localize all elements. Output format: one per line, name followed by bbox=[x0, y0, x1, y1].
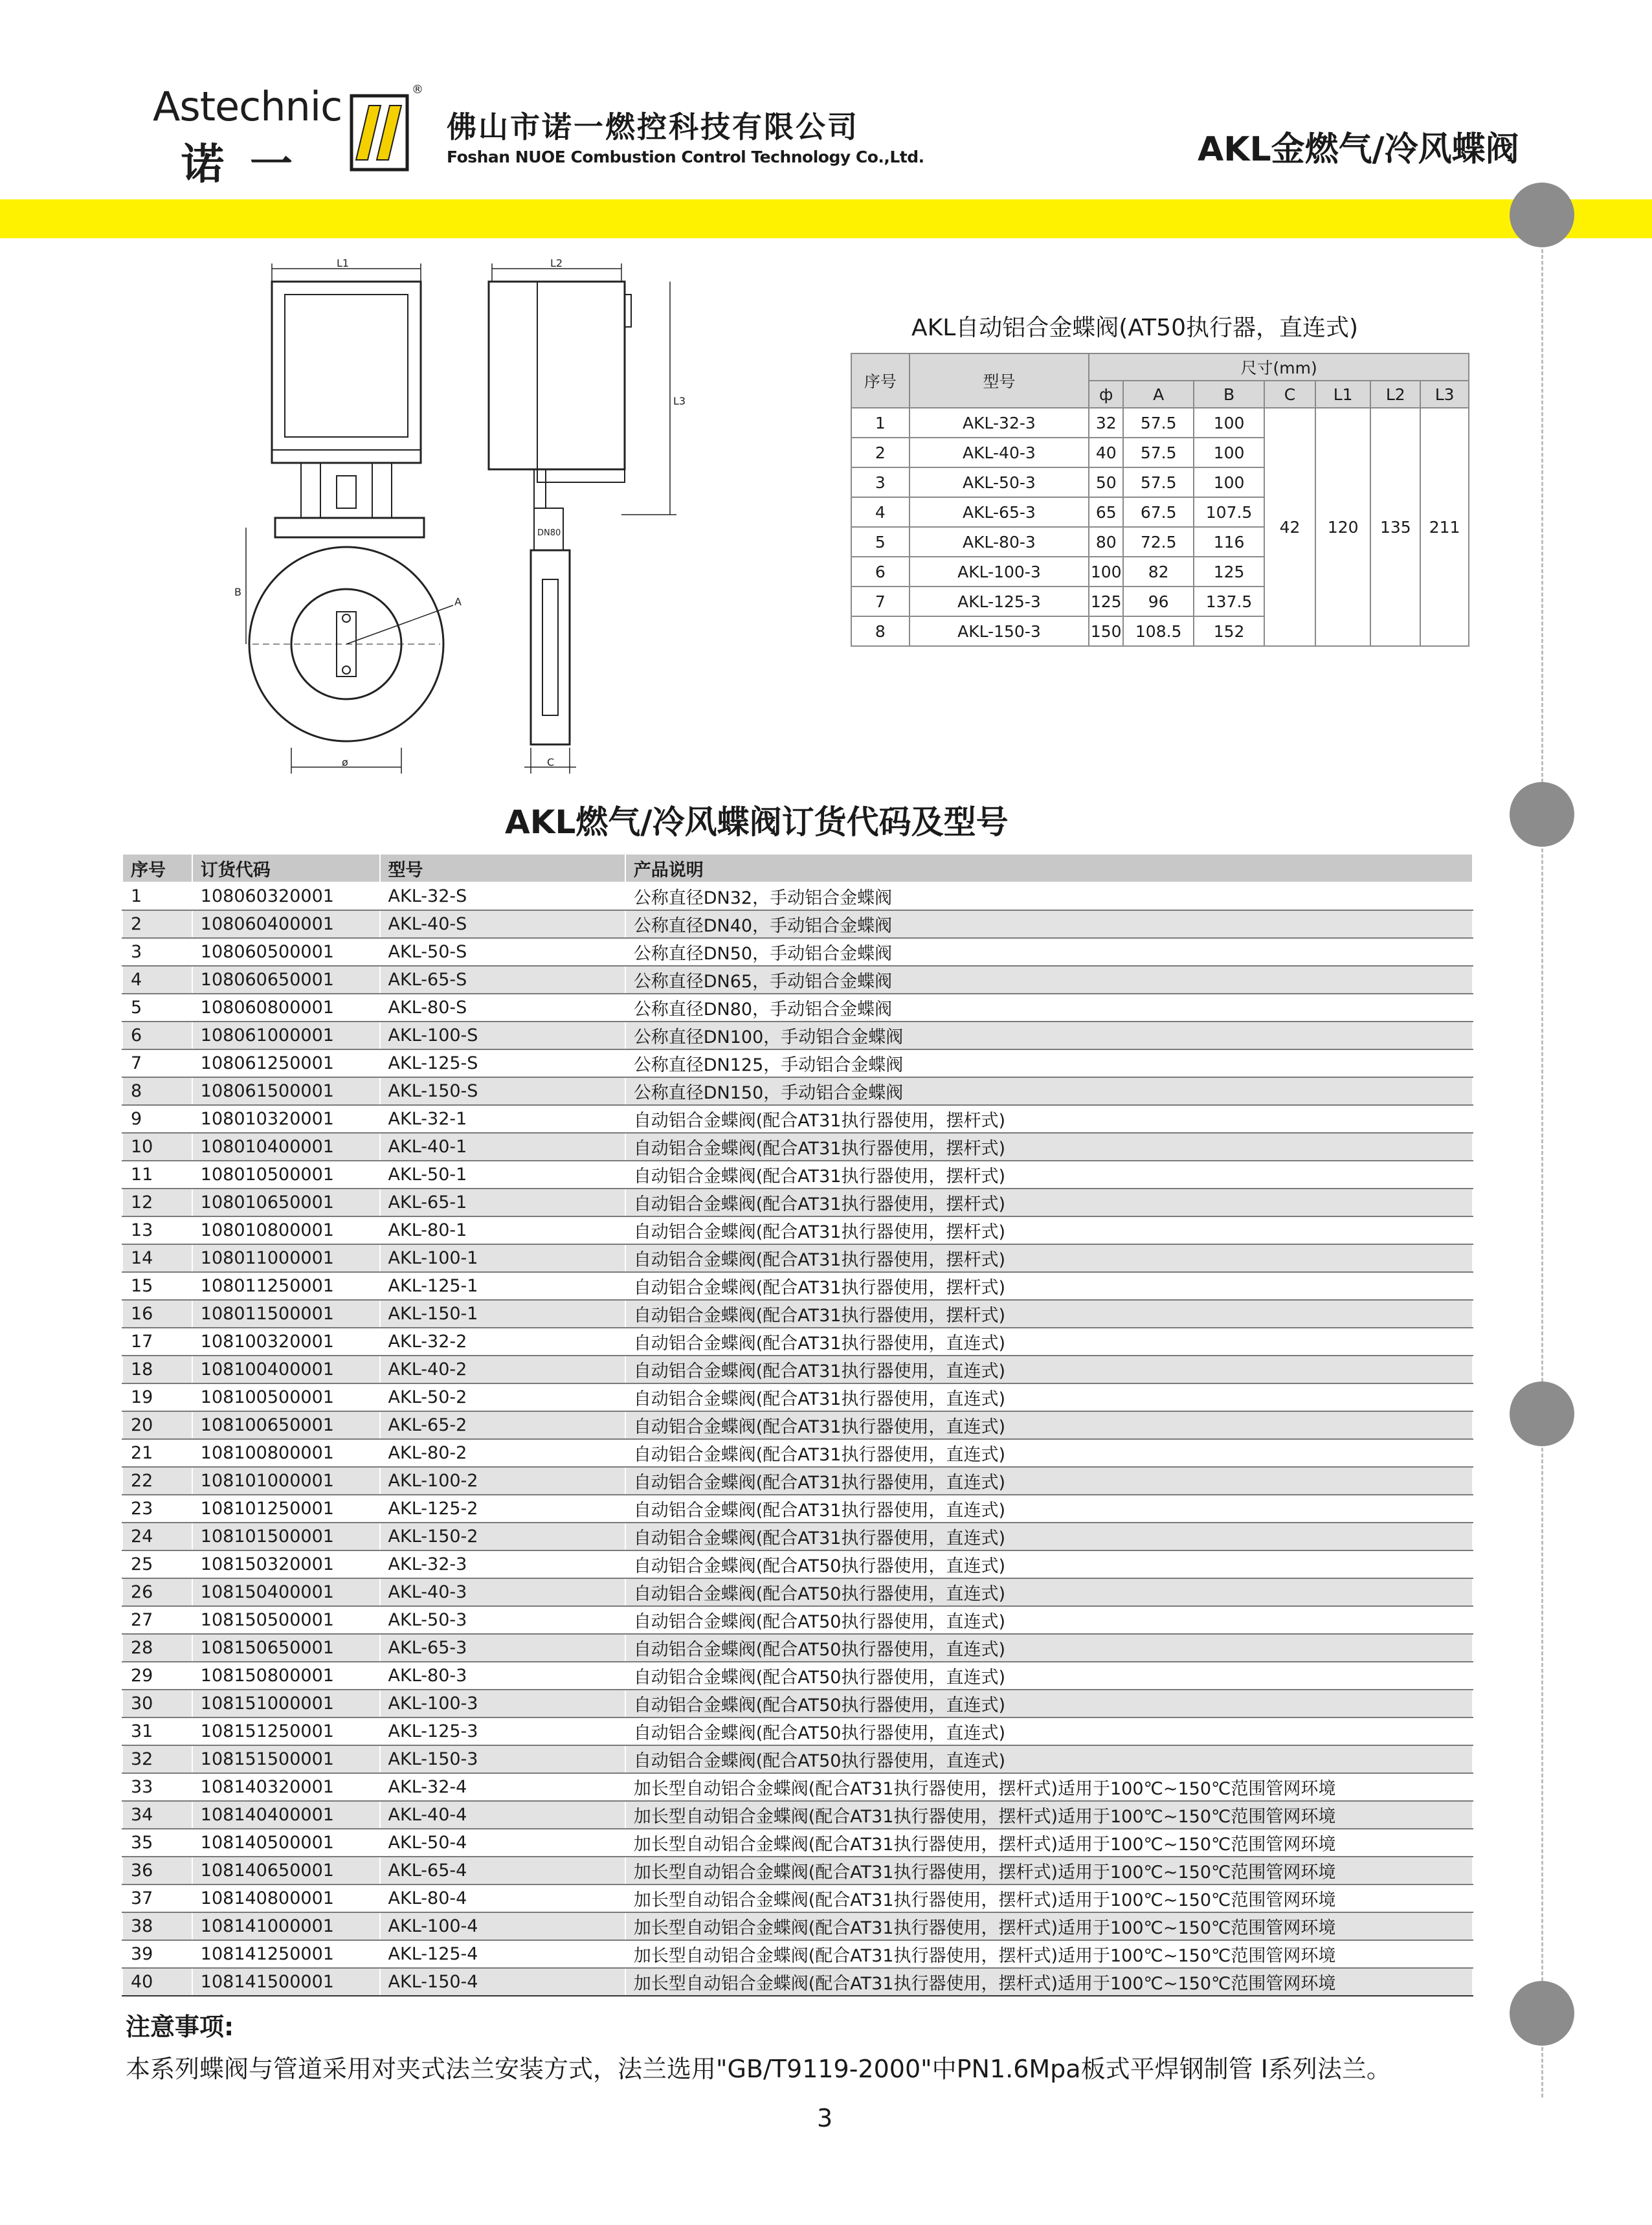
spec-header-l3: L3 bbox=[1420, 381, 1469, 408]
logo-text-en: Astechnic bbox=[153, 83, 342, 130]
order-cell-no: 29 bbox=[122, 1662, 192, 1690]
order-cell-code: 108010320001 bbox=[192, 1105, 380, 1133]
spec-header-dims: 尺寸(mm) bbox=[1089, 353, 1469, 381]
order-cell-desc: 公称直径DN50，手动铝合金蝶阀 bbox=[625, 938, 1473, 966]
dn-label: DN80 bbox=[537, 528, 561, 538]
spec-cell-b: 125 bbox=[1194, 557, 1264, 587]
spec-cell-no: 3 bbox=[851, 467, 910, 497]
order-cell-no: 9 bbox=[122, 1105, 192, 1133]
order-cell-desc: 自动铝合金蝶阀(配合AT50执行器使用，直连式) bbox=[625, 1634, 1473, 1662]
binding-hole bbox=[1510, 782, 1574, 847]
spec-table bbox=[851, 353, 1469, 647]
order-cell-model: AKL-32-4 bbox=[380, 1773, 625, 1801]
order-cell-no: 11 bbox=[122, 1161, 192, 1189]
order-cell-no: 34 bbox=[122, 1801, 192, 1829]
order-header-desc: 产品说明 bbox=[625, 854, 1473, 882]
order-cell-no: 21 bbox=[122, 1439, 192, 1467]
table-row bbox=[122, 1272, 1473, 1300]
table-row bbox=[122, 1105, 1473, 1133]
order-cell-no: 23 bbox=[122, 1495, 192, 1523]
order-cell-code: 108061500001 bbox=[192, 1077, 380, 1105]
order-cell-code: 108060650001 bbox=[192, 966, 380, 994]
table-row bbox=[122, 1884, 1473, 1912]
dim-label-l3: L3 bbox=[673, 395, 686, 407]
order-cell-no: 39 bbox=[122, 1940, 192, 1968]
table-row bbox=[122, 1801, 1473, 1829]
table-row bbox=[122, 1356, 1473, 1383]
order-cell-desc: 加长型自动铝合金蝶阀(配合AT31执行器使用，摆杆式)适用于100℃~150℃范围管网环境 bbox=[625, 1829, 1473, 1857]
actuator-front bbox=[272, 282, 421, 463]
order-cell-desc: 自动铝合金蝶阀(配合AT31执行器使用，摆杆式) bbox=[625, 1161, 1473, 1189]
order-cell-model: AKL-65-2 bbox=[380, 1411, 625, 1439]
order-cell-no: 28 bbox=[122, 1634, 192, 1662]
order-cell-model: AKL-125-2 bbox=[380, 1495, 625, 1523]
actuator-side bbox=[489, 282, 625, 469]
dim-label-b: B bbox=[234, 586, 241, 598]
order-cell-no: 7 bbox=[122, 1049, 192, 1077]
table-row bbox=[122, 1523, 1473, 1550]
table-row bbox=[122, 1467, 1473, 1495]
table-row bbox=[122, 1077, 1473, 1105]
order-cell-desc: 加长型自动铝合金蝶阀(配合AT31执行器使用，摆杆式)适用于100℃~150℃范围管网环境 bbox=[625, 1968, 1473, 1996]
spec-cell-no: 5 bbox=[851, 527, 910, 557]
order-cell-code: 108060500001 bbox=[192, 938, 380, 966]
spec-cell-no: 6 bbox=[851, 557, 910, 587]
table-row bbox=[122, 1495, 1473, 1523]
order-cell-model: AKL-65-4 bbox=[380, 1857, 625, 1884]
order-cell-model: AKL-80-S bbox=[380, 994, 625, 1022]
order-cell-code: 108140800001 bbox=[192, 1884, 380, 1912]
order-cell-no: 18 bbox=[122, 1356, 192, 1383]
company-name-en: Foshan NUOE Combustion Control Technology Co.,Ltd. bbox=[447, 148, 924, 166]
order-cell-model: AKL-80-3 bbox=[380, 1662, 625, 1690]
order-cell-model: AKL-150-4 bbox=[380, 1968, 625, 1996]
order-cell-desc: 自动铝合金蝶阀(配合AT50执行器使用，直连式) bbox=[625, 1606, 1473, 1634]
order-cell-desc: 加长型自动铝合金蝶阀(配合AT31执行器使用，摆杆式)适用于100℃~150℃范围管网环境 bbox=[625, 1884, 1473, 1912]
order-header-model: 型号 bbox=[380, 854, 625, 882]
order-cell-code: 108101250001 bbox=[192, 1495, 380, 1523]
spec-header-phi: ф bbox=[1089, 381, 1123, 408]
table-row bbox=[122, 1606, 1473, 1634]
table-row bbox=[122, 1133, 1473, 1161]
order-cell-code: 108100400001 bbox=[192, 1356, 380, 1383]
order-cell-desc: 自动铝合金蝶阀(配合AT31执行器使用，摆杆式) bbox=[625, 1300, 1473, 1328]
order-cell-model: AKL-150-3 bbox=[380, 1745, 625, 1773]
order-cell-desc: 加长型自动铝合金蝶阀(配合AT31执行器使用，摆杆式)适用于100℃~150℃范围管网环境 bbox=[625, 1857, 1473, 1884]
spec-cell-model: AKL-50-3 bbox=[910, 467, 1089, 497]
order-cell-code: 108150320001 bbox=[192, 1550, 380, 1578]
table-row bbox=[122, 1216, 1473, 1244]
spec-cell-a: 72.5 bbox=[1123, 527, 1194, 557]
order-cell-code: 108011500001 bbox=[192, 1300, 380, 1328]
spec-header-b: B bbox=[1194, 381, 1264, 408]
order-cell-model: AKL-150-2 bbox=[380, 1523, 625, 1550]
order-cell-desc: 自动铝合金蝶阀(配合AT31执行器使用，直连式) bbox=[625, 1523, 1473, 1550]
spec-cell-model: AKL-40-3 bbox=[910, 438, 1089, 467]
order-cell-model: AKL-32-S bbox=[380, 882, 625, 910]
order-cell-desc: 自动铝合金蝶阀(配合AT31执行器使用，摆杆式) bbox=[625, 1189, 1473, 1216]
order-cell-code: 108101500001 bbox=[192, 1523, 380, 1550]
table-row bbox=[122, 938, 1473, 966]
table-row bbox=[122, 1690, 1473, 1717]
notes-body: 本系列蝶阀与管道采用对夹式法兰安装方式，法兰选用"GB/T9119-2000"中PN1.6Mpa板式平焊钢制管 I系列法兰。 bbox=[126, 2055, 1391, 2083]
table-row bbox=[122, 1439, 1473, 1467]
spec-header-model: 型号 bbox=[910, 353, 1089, 408]
spec-cell-a: 96 bbox=[1123, 587, 1194, 616]
table-row bbox=[122, 1411, 1473, 1439]
order-cell-desc: 加长型自动铝合金蝶阀(配合AT31执行器使用，摆杆式)适用于100℃~150℃范围管网环境 bbox=[625, 1773, 1473, 1801]
spec-cell-b: 100 bbox=[1194, 408, 1264, 438]
spec-cell-a: 108.5 bbox=[1123, 616, 1194, 646]
order-cell-desc: 自动铝合金蝶阀(配合AT31执行器使用，直连式) bbox=[625, 1411, 1473, 1439]
order-cell-model: AKL-50-S bbox=[380, 938, 625, 966]
order-cell-desc: 公称直径DN150，手动铝合金蝶阀 bbox=[625, 1077, 1473, 1105]
spec-cell-a: 57.5 bbox=[1123, 438, 1194, 467]
order-cell-no: 13 bbox=[122, 1216, 192, 1244]
order-cell-model: AKL-40-4 bbox=[380, 1801, 625, 1829]
registered-mark: ® bbox=[412, 83, 423, 96]
order-table-title: AKL燃气/冷风蝶阀订货代码及型号 bbox=[505, 803, 1009, 841]
binding-guide-line bbox=[1541, 220, 1543, 2097]
table-row bbox=[122, 1773, 1473, 1801]
spec-cell-model: AKL-32-3 bbox=[910, 408, 1089, 438]
spec-cell-a: 67.5 bbox=[1123, 497, 1194, 527]
order-cell-model: AKL-40-2 bbox=[380, 1356, 625, 1383]
order-cell-desc: 自动铝合金蝶阀(配合AT31执行器使用，摆杆式) bbox=[625, 1105, 1473, 1133]
order-cell-desc: 公称直径DN40，手动铝合金蝶阀 bbox=[625, 910, 1473, 938]
spec-cell-no: 8 bbox=[851, 616, 910, 646]
order-cell-no: 26 bbox=[122, 1578, 192, 1606]
order-cell-model: AKL-50-4 bbox=[380, 1829, 625, 1857]
page-number: 3 bbox=[817, 2104, 833, 2132]
spec-cell-a: 57.5 bbox=[1123, 467, 1194, 497]
order-cell-desc: 自动铝合金蝶阀(配合AT31执行器使用，摆杆式) bbox=[625, 1216, 1473, 1244]
order-cell-model: AKL-150-S bbox=[380, 1077, 625, 1105]
order-cell-desc: 自动铝合金蝶阀(配合AT31执行器使用，直连式) bbox=[625, 1467, 1473, 1495]
table-row bbox=[122, 1022, 1473, 1049]
order-cell-no: 25 bbox=[122, 1550, 192, 1578]
table-row bbox=[122, 1745, 1473, 1773]
order-cell-desc: 自动铝合金蝶阀(配合AT50执行器使用，直连式) bbox=[625, 1745, 1473, 1773]
spec-header-no: 序号 bbox=[851, 353, 910, 408]
order-cell-model: AKL-32-1 bbox=[380, 1105, 625, 1133]
dim-label-l2: L2 bbox=[550, 257, 563, 269]
order-cell-no: 22 bbox=[122, 1467, 192, 1495]
order-cell-model: AKL-100-1 bbox=[380, 1244, 625, 1272]
dim-label-a: A bbox=[454, 596, 462, 608]
spec-header-l1: L1 bbox=[1315, 381, 1370, 408]
order-cell-model: AKL-80-2 bbox=[380, 1439, 625, 1467]
table-row bbox=[122, 1189, 1473, 1216]
table-row bbox=[122, 1829, 1473, 1857]
spec-cell-phi: 32 bbox=[1089, 408, 1123, 438]
order-cell-desc: 加长型自动铝合金蝶阀(配合AT31执行器使用，摆杆式)适用于100℃~150℃范围管网环境 bbox=[625, 1940, 1473, 1968]
order-cell-model: AKL-125-1 bbox=[380, 1272, 625, 1300]
spec-cell-phi: 125 bbox=[1089, 587, 1123, 616]
order-cell-model: AKL-100-2 bbox=[380, 1467, 625, 1495]
spec-cell-l1: 120 bbox=[1315, 408, 1370, 646]
order-cell-no: 10 bbox=[122, 1133, 192, 1161]
table-row bbox=[122, 1634, 1473, 1662]
order-cell-desc: 公称直径DN125，手动铝合金蝶阀 bbox=[625, 1049, 1473, 1077]
order-cell-desc: 加长型自动铝合金蝶阀(配合AT31执行器使用，摆杆式)适用于100℃~150℃范围管网环境 bbox=[625, 1801, 1473, 1829]
table-row bbox=[122, 1300, 1473, 1328]
dim-label-phi: ø bbox=[342, 756, 348, 768]
order-cell-no: 6 bbox=[122, 1022, 192, 1049]
spec-cell-phi: 80 bbox=[1089, 527, 1123, 557]
binding-hole bbox=[1510, 183, 1574, 247]
order-cell-code: 108060400001 bbox=[192, 910, 380, 938]
spec-cell-b: 137.5 bbox=[1194, 587, 1264, 616]
order-table bbox=[122, 853, 1473, 1996]
order-cell-code: 108140400001 bbox=[192, 1801, 380, 1829]
order-cell-no: 30 bbox=[122, 1690, 192, 1717]
order-cell-code: 108100500001 bbox=[192, 1383, 380, 1411]
order-header-code: 订货代码 bbox=[192, 854, 380, 882]
order-cell-no: 19 bbox=[122, 1383, 192, 1411]
dim-label-c: C bbox=[547, 756, 555, 768]
notes-heading: 注意事项: bbox=[126, 2013, 234, 2041]
order-cell-code: 108101000001 bbox=[192, 1467, 380, 1495]
order-cell-model: AKL-50-1 bbox=[380, 1161, 625, 1189]
order-cell-code: 108141250001 bbox=[192, 1940, 380, 1968]
spec-cell-a: 57.5 bbox=[1123, 408, 1194, 438]
spec-cell-b: 107.5 bbox=[1194, 497, 1264, 527]
order-cell-code: 108061250001 bbox=[192, 1049, 380, 1077]
order-cell-no: 40 bbox=[122, 1968, 192, 1996]
order-cell-code: 108150800001 bbox=[192, 1662, 380, 1690]
spec-table-row bbox=[851, 408, 1469, 438]
order-cell-no: 14 bbox=[122, 1244, 192, 1272]
order-cell-model: AKL-40-3 bbox=[380, 1578, 625, 1606]
table-row bbox=[122, 966, 1473, 994]
order-cell-no: 35 bbox=[122, 1829, 192, 1857]
table-row bbox=[122, 1550, 1473, 1578]
order-cell-no: 15 bbox=[122, 1272, 192, 1300]
order-cell-desc: 自动铝合金蝶阀(配合AT31执行器使用，摆杆式) bbox=[625, 1244, 1473, 1272]
logo-slash-icon bbox=[350, 94, 409, 172]
table-row bbox=[122, 994, 1473, 1022]
company-name-cn: 佛山市诺一燃控科技有限公司 bbox=[447, 109, 859, 144]
order-cell-code: 108060800001 bbox=[192, 994, 380, 1022]
spec-cell-model: AKL-80-3 bbox=[910, 527, 1089, 557]
spec-cell-model: AKL-65-3 bbox=[910, 497, 1089, 527]
order-cell-model: AKL-40-1 bbox=[380, 1133, 625, 1161]
table-row bbox=[122, 1049, 1473, 1077]
order-cell-model: AKL-32-2 bbox=[380, 1328, 625, 1356]
order-cell-desc: 自动铝合金蝶阀(配合AT31执行器使用，摆杆式) bbox=[625, 1272, 1473, 1300]
order-cell-code: 108060320001 bbox=[192, 882, 380, 910]
order-cell-code: 108141000001 bbox=[192, 1912, 380, 1940]
order-cell-model: AKL-50-2 bbox=[380, 1383, 625, 1411]
order-cell-code: 108151000001 bbox=[192, 1690, 380, 1717]
order-cell-code: 108011000001 bbox=[192, 1244, 380, 1272]
order-cell-desc: 公称直径DN100，手动铝合金蝶阀 bbox=[625, 1022, 1473, 1049]
order-cell-no: 38 bbox=[122, 1912, 192, 1940]
header-band bbox=[0, 199, 1652, 238]
order-cell-no: 5 bbox=[122, 994, 192, 1022]
order-cell-model: AKL-125-3 bbox=[380, 1717, 625, 1745]
spec-cell-phi: 150 bbox=[1089, 616, 1123, 646]
order-cell-code: 108150650001 bbox=[192, 1634, 380, 1662]
order-cell-model: AKL-100-S bbox=[380, 1022, 625, 1049]
dim-label-l1: L1 bbox=[337, 257, 350, 269]
order-cell-no: 31 bbox=[122, 1717, 192, 1745]
spec-cell-model: AKL-150-3 bbox=[910, 616, 1089, 646]
order-cell-code: 108010400001 bbox=[192, 1133, 380, 1161]
order-cell-code: 108151500001 bbox=[192, 1745, 380, 1773]
valve-dimension-drawing bbox=[233, 256, 686, 787]
table-row bbox=[122, 1857, 1473, 1884]
order-cell-model: AKL-150-1 bbox=[380, 1300, 625, 1328]
order-cell-model: AKL-65-1 bbox=[380, 1189, 625, 1216]
order-cell-desc: 自动铝合金蝶阀(配合AT31执行器使用，直连式) bbox=[625, 1328, 1473, 1356]
order-cell-desc: 自动铝合金蝶阀(配合AT50执行器使用，直连式) bbox=[625, 1550, 1473, 1578]
order-cell-model: AKL-65-3 bbox=[380, 1634, 625, 1662]
table-row bbox=[122, 1940, 1473, 1968]
spec-cell-l2: 135 bbox=[1370, 408, 1420, 646]
spec-cell-no: 1 bbox=[851, 408, 910, 438]
logo-text-cn: 诺一 bbox=[181, 139, 318, 189]
order-cell-code: 108011250001 bbox=[192, 1272, 380, 1300]
spec-cell-model: AKL-125-3 bbox=[910, 587, 1089, 616]
spec-cell-no: 7 bbox=[851, 587, 910, 616]
order-cell-desc: 自动铝合金蝶阀(配合AT31执行器使用，直连式) bbox=[625, 1439, 1473, 1467]
order-cell-no: 2 bbox=[122, 910, 192, 938]
order-cell-no: 20 bbox=[122, 1411, 192, 1439]
order-cell-desc: 自动铝合金蝶阀(配合AT31执行器使用，直连式) bbox=[625, 1383, 1473, 1411]
table-row bbox=[122, 882, 1473, 910]
spec-header-a: A bbox=[1123, 381, 1194, 408]
order-cell-code: 108010650001 bbox=[192, 1189, 380, 1216]
order-cell-code: 108061000001 bbox=[192, 1022, 380, 1049]
table-row bbox=[122, 1328, 1473, 1356]
spec-header-c: C bbox=[1264, 381, 1315, 408]
table-row bbox=[122, 1717, 1473, 1745]
spec-cell-l3: 211 bbox=[1420, 408, 1469, 646]
order-cell-model: AKL-65-S bbox=[380, 966, 625, 994]
table-row bbox=[122, 1578, 1473, 1606]
order-cell-desc: 自动铝合金蝶阀(配合AT31执行器使用，直连式) bbox=[625, 1356, 1473, 1383]
order-cell-desc: 公称直径DN80，手动铝合金蝶阀 bbox=[625, 994, 1473, 1022]
binding-hole bbox=[1510, 1381, 1574, 1446]
order-cell-code: 108010500001 bbox=[192, 1161, 380, 1189]
order-cell-desc: 自动铝合金蝶阀(配合AT50执行器使用，直连式) bbox=[625, 1662, 1473, 1690]
table-row bbox=[122, 1968, 1473, 1996]
table-row bbox=[122, 1912, 1473, 1940]
order-cell-model: AKL-125-S bbox=[380, 1049, 625, 1077]
order-cell-code: 108141500001 bbox=[192, 1968, 380, 1996]
order-cell-no: 17 bbox=[122, 1328, 192, 1356]
order-cell-no: 37 bbox=[122, 1884, 192, 1912]
order-cell-desc: 公称直径DN65，手动铝合金蝶阀 bbox=[625, 966, 1473, 994]
order-cell-model: AKL-100-4 bbox=[380, 1912, 625, 1940]
order-cell-no: 4 bbox=[122, 966, 192, 994]
spec-cell-b: 116 bbox=[1194, 527, 1264, 557]
table-row bbox=[122, 1161, 1473, 1189]
order-cell-no: 3 bbox=[122, 938, 192, 966]
order-cell-model: AKL-80-1 bbox=[380, 1216, 625, 1244]
order-cell-code: 108150400001 bbox=[192, 1578, 380, 1606]
order-cell-model: AKL-40-S bbox=[380, 910, 625, 938]
order-cell-code: 108010800001 bbox=[192, 1216, 380, 1244]
order-cell-no: 24 bbox=[122, 1523, 192, 1550]
order-header-no: 序号 bbox=[122, 854, 192, 882]
spec-cell-no: 4 bbox=[851, 497, 910, 527]
order-cell-code: 108140320001 bbox=[192, 1773, 380, 1801]
order-cell-code: 108150500001 bbox=[192, 1606, 380, 1634]
table-row bbox=[122, 1662, 1473, 1690]
table-row bbox=[122, 910, 1473, 938]
spec-table-title: AKL自动铝合金蝶阀(AT50执行器，直连式) bbox=[911, 315, 1359, 341]
binding-hole bbox=[1510, 1981, 1574, 2046]
order-cell-model: AKL-80-4 bbox=[380, 1884, 625, 1912]
order-cell-no: 33 bbox=[122, 1773, 192, 1801]
order-cell-model: AKL-100-3 bbox=[380, 1690, 625, 1717]
order-cell-desc: 公称直径DN32，手动铝合金蝶阀 bbox=[625, 882, 1473, 910]
order-cell-code: 108140500001 bbox=[192, 1829, 380, 1857]
spec-cell-b: 100 bbox=[1194, 438, 1264, 467]
table-row bbox=[122, 1383, 1473, 1411]
order-cell-desc: 自动铝合金蝶阀(配合AT50执行器使用，直连式) bbox=[625, 1578, 1473, 1606]
spec-cell-phi: 40 bbox=[1089, 438, 1123, 467]
order-cell-no: 1 bbox=[122, 882, 192, 910]
spec-cell-phi: 100 bbox=[1089, 557, 1123, 587]
order-cell-model: AKL-50-3 bbox=[380, 1606, 625, 1634]
order-cell-desc: 自动铝合金蝶阀(配合AT50执行器使用，直连式) bbox=[625, 1717, 1473, 1745]
order-cell-code: 108100320001 bbox=[192, 1328, 380, 1356]
product-title: AKL金燃气/冷风蝶阀 bbox=[1198, 130, 1519, 169]
spec-cell-phi: 65 bbox=[1089, 497, 1123, 527]
spec-cell-phi: 50 bbox=[1089, 467, 1123, 497]
spec-cell-c: 42 bbox=[1264, 408, 1315, 646]
spec-cell-b: 100 bbox=[1194, 467, 1264, 497]
order-cell-code: 108140650001 bbox=[192, 1857, 380, 1884]
spec-cell-no: 2 bbox=[851, 438, 910, 467]
order-cell-model: AKL-125-4 bbox=[380, 1940, 625, 1968]
spec-cell-b: 152 bbox=[1194, 616, 1264, 646]
spec-header-l2: L2 bbox=[1370, 381, 1420, 408]
order-cell-desc: 自动铝合金蝶阀(配合AT31执行器使用，直连式) bbox=[625, 1495, 1473, 1523]
order-cell-no: 12 bbox=[122, 1189, 192, 1216]
order-cell-desc: 自动铝合金蝶阀(配合AT31执行器使用，摆杆式) bbox=[625, 1133, 1473, 1161]
order-cell-no: 32 bbox=[122, 1745, 192, 1773]
order-cell-model: AKL-32-3 bbox=[380, 1550, 625, 1578]
order-cell-no: 16 bbox=[122, 1300, 192, 1328]
spec-cell-model: AKL-100-3 bbox=[910, 557, 1089, 587]
order-cell-code: 108151250001 bbox=[192, 1717, 380, 1745]
table-row bbox=[122, 1244, 1473, 1272]
order-cell-code: 108100800001 bbox=[192, 1439, 380, 1467]
order-cell-desc: 加长型自动铝合金蝶阀(配合AT31执行器使用，摆杆式)适用于100℃~150℃范围管网环境 bbox=[625, 1912, 1473, 1940]
order-cell-no: 36 bbox=[122, 1857, 192, 1884]
order-cell-no: 8 bbox=[122, 1077, 192, 1105]
order-cell-no: 27 bbox=[122, 1606, 192, 1634]
order-cell-desc: 自动铝合金蝶阀(配合AT50执行器使用，直连式) bbox=[625, 1690, 1473, 1717]
spec-cell-a: 82 bbox=[1123, 557, 1194, 587]
order-cell-code: 108100650001 bbox=[192, 1411, 380, 1439]
